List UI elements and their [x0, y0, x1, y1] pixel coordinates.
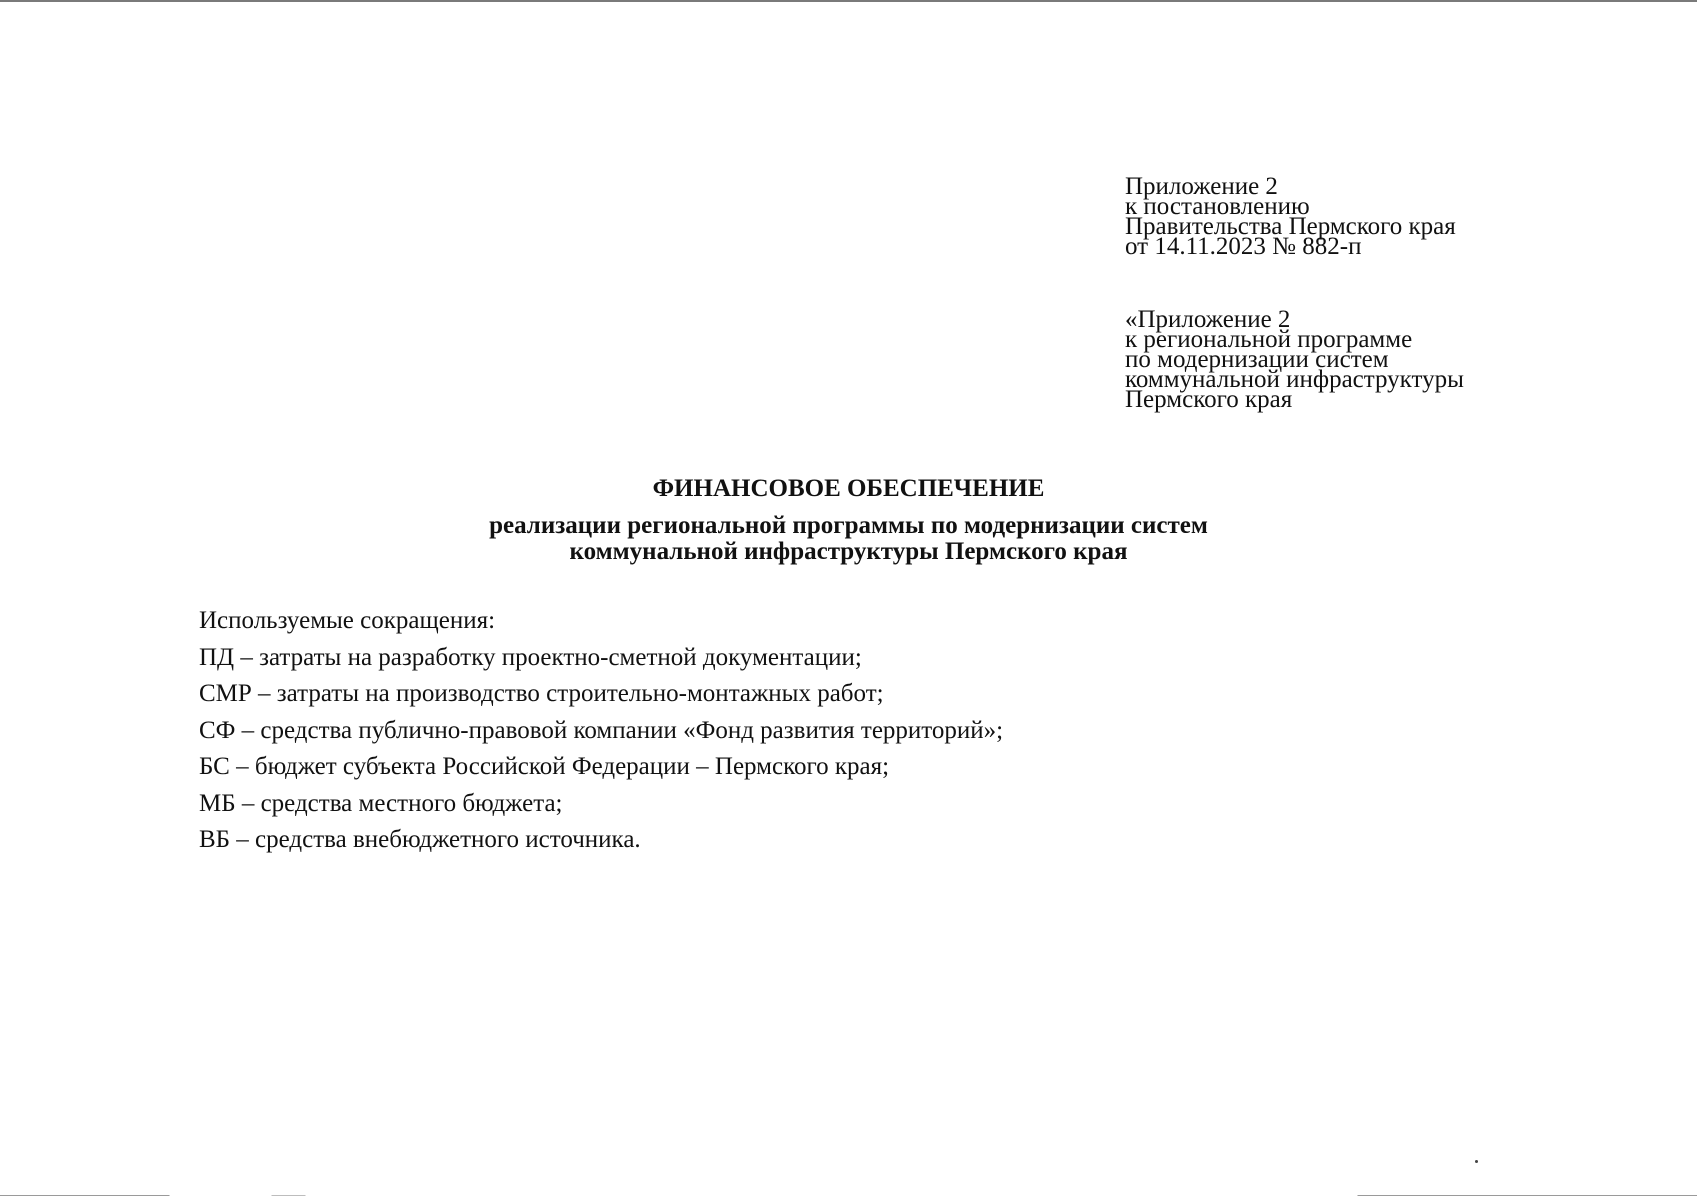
program-attachment-line: Пермского края: [1125, 386, 1293, 413]
program-attachment-header: [1125, 306, 1565, 413]
scan-speck: [1475, 1160, 1478, 1163]
abbreviation-item: МБ – средства местного бюджета;: [199, 789, 563, 817]
scan-edge-bottom: [0, 1195, 1697, 1196]
attachment-header: [1125, 173, 1565, 260]
program-attachment-line: «Приложение 2: [1125, 306, 1291, 333]
abbreviation-item: ВБ – средства внебюджетного источника.: [199, 826, 641, 853]
program-attachment-line: коммунальной инфраструктуры: [1125, 366, 1464, 393]
program-attachment-line: по модернизации систем: [1125, 346, 1389, 373]
abbreviations-list: [199, 606, 1499, 862]
abbreviation-item: СФ – средства публично-правовой компании «Фонд развития территорий»;: [199, 716, 1004, 744]
abbreviation-item: БС – бюджет субъекта Российской Федерации – Пермского края;: [199, 753, 890, 780]
attachment-line: Приложение 2: [1125, 173, 1278, 200]
document-subtitle: [0, 513, 1697, 565]
attachment-line: Правительства Пермского края: [1125, 213, 1456, 240]
abbreviations-heading: Используемые сокращения:: [199, 607, 496, 634]
attachment-line: к постановлению: [1125, 193, 1310, 220]
subtitle-line: реализации региональной программы по модернизации систем: [489, 512, 1208, 539]
abbreviation-item: СМР – затраты на производство строительно-монтажных работ;: [199, 680, 884, 707]
abbreviation-item: ПД – затраты на разработку проектно-сметной документации;: [199, 643, 862, 671]
scan-edge-top: [0, 0, 1697, 2]
subtitle-line: коммунальной инфраструктуры Пермского края: [569, 538, 1128, 565]
program-attachment-line: к региональной программе: [1125, 326, 1413, 353]
attachment-line: от 14.11.2023 № 882-п: [1125, 233, 1362, 260]
document-title: ФИНАНСОВОЕ ОБЕСПЕЧЕНИЕ: [652, 475, 1045, 502]
